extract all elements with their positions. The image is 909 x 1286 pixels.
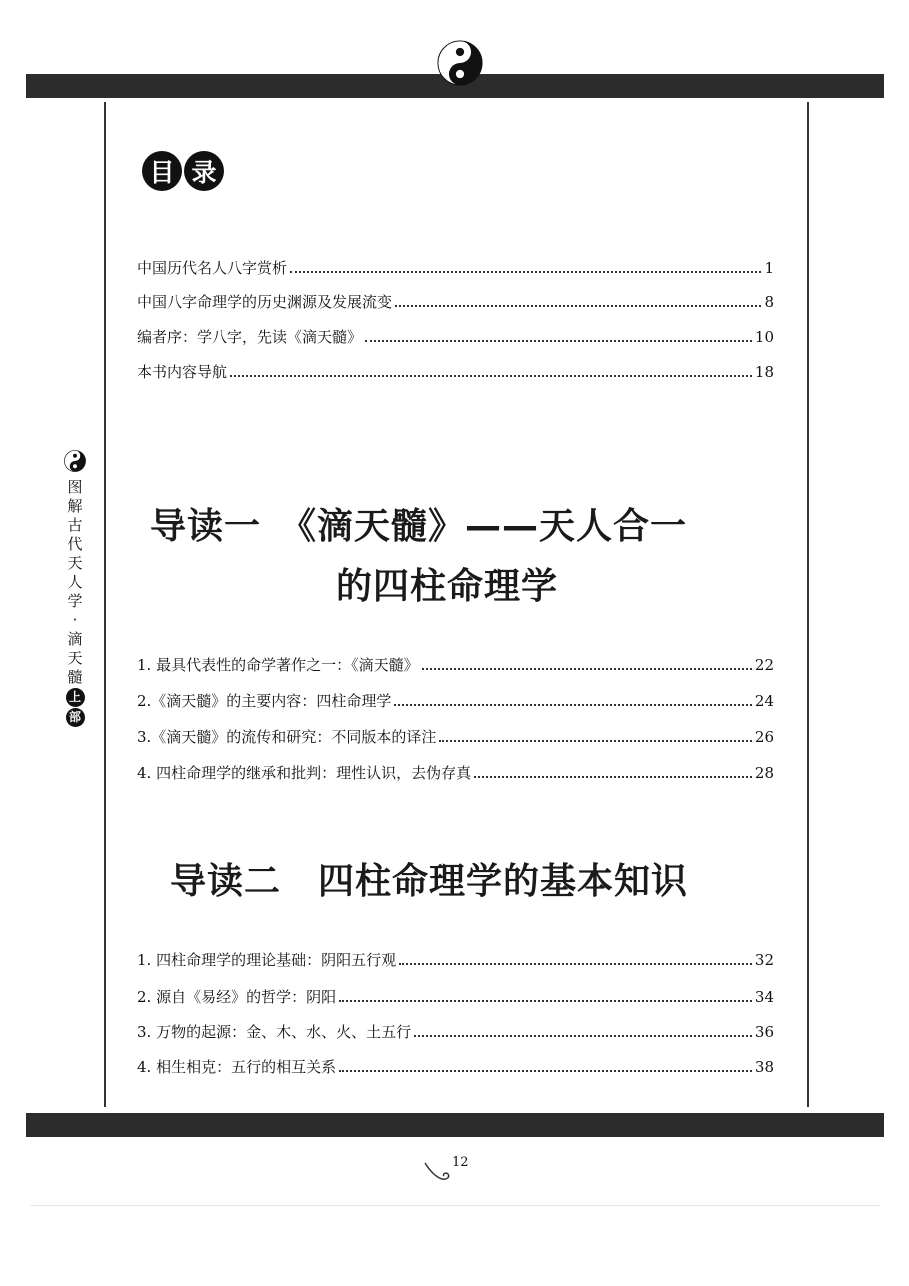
book-title-sidebar <box>61 450 89 727</box>
toc-entry-title: 4. 相生相克：五行的相互关系 <box>137 1058 337 1076</box>
page-footer <box>422 1153 482 1189</box>
leader-dots <box>399 963 752 965</box>
toc-entry-page: 8 <box>764 293 774 311</box>
toc-entry-page: 18 <box>754 363 774 381</box>
toc-entry-page: 34 <box>754 988 774 1006</box>
toc-entry-title: 中国八字命理学的历史渊源及发展流变 <box>137 293 393 311</box>
toc-entry[interactable] <box>137 759 774 783</box>
leader-dots <box>230 375 752 377</box>
toc-entry[interactable] <box>137 687 774 711</box>
leader-dots <box>422 668 752 670</box>
leader-dots <box>339 1070 752 1072</box>
toc-entry[interactable] <box>137 983 774 1007</box>
leader-dots <box>439 740 752 742</box>
title-char-circle: 目 <box>142 151 182 191</box>
section-heading-2: 导读二 四柱命理学的基本知识 <box>170 861 689 902</box>
leader-dots <box>365 340 752 342</box>
book-title-char: 古 <box>67 516 83 534</box>
leader-dots <box>474 776 752 778</box>
book-title-char: 天 <box>67 649 83 667</box>
toc-entry[interactable] <box>137 723 774 747</box>
book-title-char: 解 <box>67 497 83 515</box>
toc-entry-title: 中国历代名人八字赏析 <box>137 259 288 277</box>
toc-entry-page: 26 <box>754 728 774 746</box>
book-title-char: 天 <box>67 554 83 572</box>
toc-entry[interactable] <box>137 358 774 382</box>
toc-entry-title: 3.《滴天髓》的流传和研究：不同版本的译注 <box>137 728 437 746</box>
toc-entry-page: 10 <box>754 328 774 346</box>
leader-dots <box>290 271 761 273</box>
toc-entry-title: 2. 源自《易经》的哲学：阴阳 <box>137 988 337 1006</box>
bottom-rule <box>30 1205 880 1206</box>
toc-entry-title: 3. 万物的起源：金、木、水、火、土五行 <box>137 1023 412 1041</box>
toc-entry[interactable] <box>137 651 774 675</box>
left-margin-rule <box>104 102 106 1107</box>
right-margin-rule <box>807 102 809 1107</box>
leader-dots <box>395 305 761 307</box>
book-title-char: · <box>72 611 78 629</box>
toc-entry-title: 4. 四柱命理学的继承和批判：理性认识，去伪存真 <box>137 764 472 782</box>
toc-entry-title: 2.《滴天髓》的主要内容：四柱命理学 <box>137 692 392 710</box>
section-heading-1-line2: 的四柱命理学 <box>336 566 559 607</box>
swirl-ornament-icon <box>422 1157 456 1185</box>
book-title-char: 代 <box>67 535 83 553</box>
title-char-circle: 录 <box>184 151 224 191</box>
bottom-footer-band <box>26 1113 884 1137</box>
volume-badge: 上 <box>66 688 85 707</box>
leader-dots <box>414 1035 752 1037</box>
toc-entry-page: 32 <box>754 951 774 969</box>
toc-entry-page: 36 <box>754 1023 774 1041</box>
yin-yang-icon <box>64 450 86 472</box>
toc-entry-page: 22 <box>754 656 774 674</box>
toc-entry-title: 1. 四柱命理学的理论基础：阴阳五行观 <box>137 951 397 969</box>
book-title-char: 图 <box>67 478 83 496</box>
toc-entry[interactable] <box>137 254 774 278</box>
volume-badge: 部 <box>66 708 85 727</box>
book-title-char: 髓 <box>67 668 83 686</box>
toc-entry[interactable] <box>137 946 774 970</box>
leader-dots <box>394 704 752 706</box>
toc-entry[interactable] <box>137 1018 774 1042</box>
toc-entry[interactable] <box>137 1053 774 1077</box>
toc-entry-page: 1 <box>764 259 774 277</box>
toc-entry-title: 编者序：学八字，先读《滴天髓》 <box>137 328 363 346</box>
page-number: 12 <box>452 1155 469 1170</box>
section-heading-1-line1: 导读一 《滴天髓》——天人合一 <box>150 506 688 547</box>
toc-entry-title: 1. 最具代表性的命学著作之一：《滴天髓》 <box>137 656 419 674</box>
toc-entry-page: 38 <box>754 1058 774 1076</box>
book-title-char: 学 <box>67 592 83 610</box>
book-title-vertical <box>61 478 89 727</box>
toc-entry-page: 24 <box>754 692 774 710</box>
toc-entry-page: 28 <box>754 764 774 782</box>
toc-entry-title: 本书内容导航 <box>137 363 228 381</box>
page-title <box>142 151 224 191</box>
leader-dots <box>339 1000 752 1002</box>
yin-yang-icon <box>437 40 483 86</box>
toc-entry[interactable] <box>137 323 774 347</box>
book-title-char: 滴 <box>67 630 83 648</box>
book-title-char: 人 <box>67 573 83 591</box>
toc-entry[interactable] <box>137 288 774 312</box>
